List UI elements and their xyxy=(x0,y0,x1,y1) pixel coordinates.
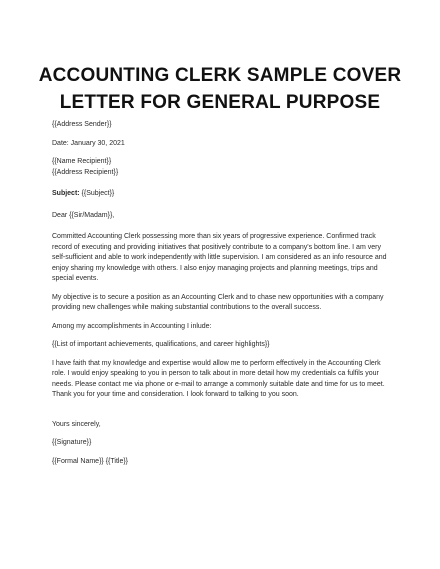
title-line-1: ACCOUNTING CLERK SAMPLE COVER xyxy=(38,65,402,86)
paragraph-2: My objective is to secure a position as an Accounting Clerk and to chase new opportunities with a company providing new challenges while making substantial contributions to the overall success. xyxy=(52,293,384,311)
subject-value: {{Subject}} xyxy=(79,190,115,197)
accomplishments-list: {{List of important achievements, qualifications, and career highlights}} xyxy=(52,341,270,348)
document-title xyxy=(20,62,420,116)
paragraph-1: Committed Accounting Clerk possessing more than six years of progressive experience. Confirmed track record of executing and providing initiatives that positively contribute to a company's bottom line. I am very self-sufficient and able to work independently with little supervision. I am considered as an info resource and enjoy sharing my knowledge with others. I also enjoy managing projects and planning meetings, trips and special events. xyxy=(52,233,387,282)
closing: Yours sincerely, xyxy=(52,420,101,428)
recipient-name: {{Name Recipient}} xyxy=(52,158,112,165)
paragraph-3: I have faith that my knowledge and expertise would allow me to perform effectively in the Accounting Clerk role. I would enjoy speaking to you in person to talk about in more detail how my credentials ca fulfils your needs. Please contact me via phone or e-mail to arrange a commonly suitable date and time for us to meet. Thank you for your time and consideration. I look forward to talking to you soon. xyxy=(52,359,385,398)
formal-name: {{Formal Name}} {{Title}} xyxy=(52,457,129,465)
title-line-2: LETTER FOR GENERAL PURPOSE xyxy=(59,92,381,113)
signature: {{Signature}} xyxy=(52,439,92,446)
recipient-address: {{Address Recipient}} xyxy=(52,168,119,176)
accomplishments-intro: Among my accomplishments in Accounting I inlude: xyxy=(52,322,212,330)
letter-date: Date: January 30, 2021 xyxy=(52,139,125,147)
letter-body xyxy=(52,120,392,467)
sender-address: {{Address Sender}} xyxy=(52,121,112,128)
salutation: Dear {{Sir/Madam}}, xyxy=(52,211,115,219)
subject-label: Subject: xyxy=(52,190,80,197)
subject-line xyxy=(52,189,392,200)
